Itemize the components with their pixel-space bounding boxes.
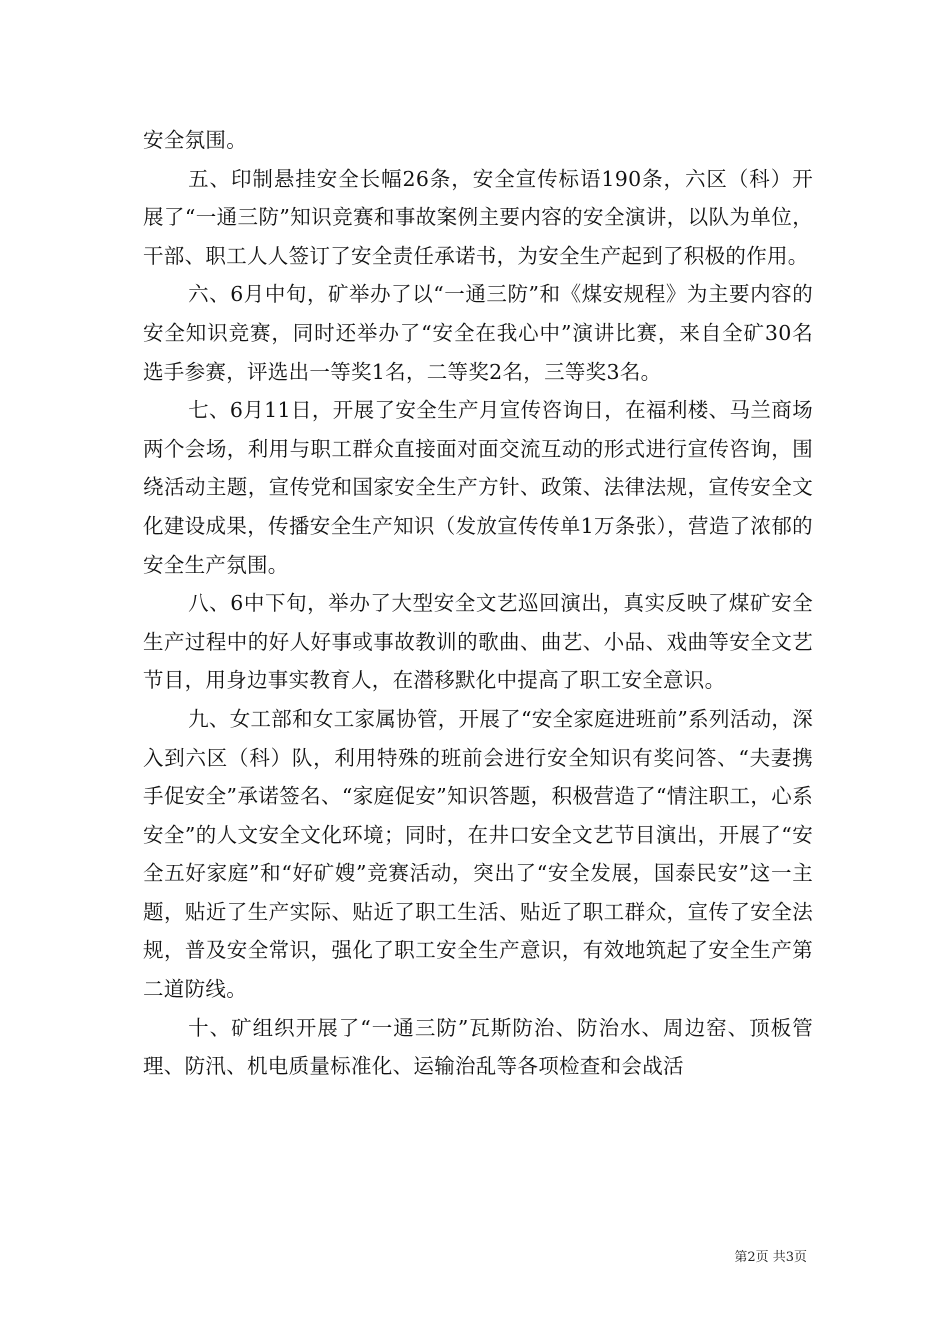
paragraph-item-8: 八、6中下旬，举办了大型安全文艺巡回演出，真实反映了煤矿安全生产过程中的好人好事或事故教训的歌曲、曲艺、小品、戏曲等安全文艺节目，用身边事实教育人，在潜移默化中提高了职工安全意识。 [143,591,813,693]
paragraph-continuation: 安全氛围。 [143,128,247,152]
paragraph-item-9: 九、女工部和女工家属协管，开展了“安全家庭进班前”系列活动，深入到六区（科）队，利用特殊的班前会进行安全知识有奖问答、“夫妻携手促安全”承诺签名、“家庭促安”知识答题，积极营造了“情注职工，心系安全”的人文安全文化环境；同时，在井口安全文艺节目演出，开展了“安全五好家庭”和“好矿嫂”竞赛活动，突出了“安全发展，国泰民安”这一主题，贴近了生产实际、贴近了职工生活、贴近了职工群众，宣传了安全法规，普及安全常识，强化了职工安全生产意识，有效地筑起了安全生产第二道防线。 [143,706,813,1002]
paragraph-item-10: 十、矿组织开展了“一通三防”瓦斯防治、防治水、周边窑、顶板管理、防汛、机电质量标准化、运输治乱等各项检查和会战活 [143,1015,813,1079]
paragraph-item-5: 五、印制悬挂安全长幅26条，安全宣传标语190条，六区（科）开展了“一通三防”知识竞赛和事故案例主要内容的安全演讲，以队为单位，干部、职工人人签订了安全责任承诺书，为安全生产起到了积极的作用。 [143,166,813,268]
page-number-footer: 第2页 共3页 [734,1250,807,1265]
paragraph-item-7: 七、6月11日，开展了安全生产月宣传咨询日，在福利楼、马兰商场两个会场，利用与职工群众直接面对面交流互动的形式进行宣传咨询，围绕活动主题，宣传党和国家安全生产方针、政策、法律法规，宣传安全文化建设成果，传播安全生产知识（发放宣传传单1万条张），营造了浓郁的安全生产氛围。 [143,398,813,577]
document-body [143,121,813,1086]
paragraph-item-6: 六、6月中旬，矿举办了以“一通三防”和《煤安规程》为主要内容的安全知识竞赛，同时还举办了“安全在我心中”演讲比赛，来自全矿30名选手参赛，评选出一等奖1名，二等奖2名，三等奖3名。 [143,282,813,384]
